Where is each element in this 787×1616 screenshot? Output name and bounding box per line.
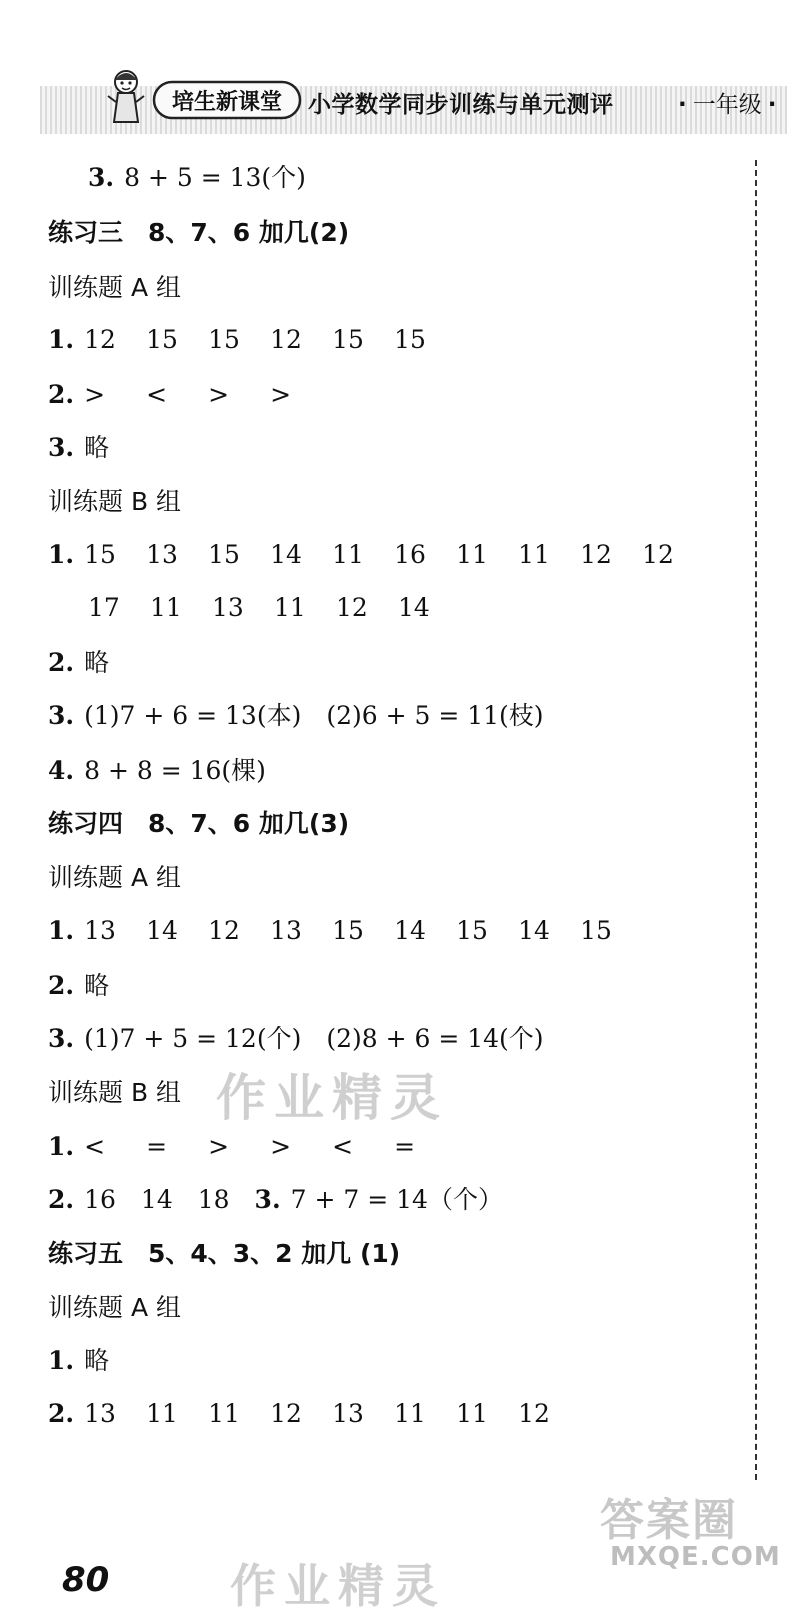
answer-value: 11 [332, 540, 364, 569]
answer-value: 11 [208, 1399, 240, 1428]
answer-line [48, 535, 704, 575]
item-number: 2. [48, 971, 75, 1000]
subsection-heading: 训练题 B 组 [48, 487, 182, 516]
answer-value: 11 [394, 1399, 426, 1428]
answer-value: 13 [270, 916, 302, 945]
answer-value: > [270, 1132, 292, 1161]
section-heading: 练习三 8、7、6 加几(2) [48, 218, 350, 247]
answer-line [48, 1341, 109, 1381]
item-number: 2. [48, 1185, 75, 1214]
item-number: 1. [48, 325, 75, 354]
answer-line [48, 1127, 456, 1167]
answer-value: 17 [88, 593, 120, 622]
answer-value: 13 [332, 1399, 364, 1428]
answer-line [48, 966, 109, 1006]
answer-value: 15 [580, 916, 612, 945]
subsection-heading: 训练题 A 组 [48, 1293, 181, 1322]
answer-value: 13 [212, 593, 244, 622]
answer-line-continued [88, 588, 460, 628]
answer-line [48, 428, 109, 468]
answer-text: 略 [84, 648, 110, 677]
item-number: 1. [48, 1346, 75, 1375]
answer-value: > [208, 1132, 230, 1161]
answer-value: 14 [270, 540, 302, 569]
answer-value: 12 [270, 325, 302, 354]
answer-value: 12 [580, 540, 612, 569]
answer-value: 13 [146, 540, 178, 569]
watermark-site-logo [600, 1484, 781, 1584]
answer-value: 11 [274, 593, 306, 622]
answer-text: (1)7 + 6 = 13(本) (2)6 + 5 = 11(枝) [84, 701, 544, 730]
answer-line [48, 375, 332, 415]
watermark-logo-title: 答案圈 [600, 1495, 738, 1546]
answer-value: 15 [456, 916, 488, 945]
item-number: 3. [88, 163, 115, 192]
item-number: 3. [48, 1024, 75, 1053]
answer-value: 12 [84, 325, 116, 354]
subsection-heading: 训练题 B 组 [48, 1078, 182, 1107]
answer-value: < [332, 1132, 354, 1161]
answer-value: 14 [518, 916, 550, 945]
answer-value: 15 [332, 916, 364, 945]
answer-line [48, 643, 109, 683]
grade-dot: · [678, 92, 687, 118]
answer-line [48, 911, 642, 951]
answer-value: 14 [146, 916, 178, 945]
answer-value: < [84, 1132, 106, 1161]
answer-value: 15 [146, 325, 178, 354]
answer-value: 11 [146, 1399, 178, 1428]
answer-text: 7 + 7 = 14（个） [290, 1185, 503, 1214]
answer-value: 14 [398, 593, 430, 622]
book-series-title: 小学数学同步训练与单元测评 [308, 92, 614, 118]
answer-line [48, 1394, 580, 1434]
item-number: 4. [48, 756, 75, 785]
watermark-bottom: 作业精灵 [230, 1559, 446, 1613]
answer-value: 12 [518, 1399, 550, 1428]
answer-value: 11 [518, 540, 550, 569]
answer-value: 15 [332, 325, 364, 354]
answer-value: 12 [208, 916, 240, 945]
answer-value: 15 [208, 540, 240, 569]
answer-text: 8 + 8 = 16(棵) [84, 756, 266, 785]
answer-value: 12 [336, 593, 368, 622]
answer-value: 13 [84, 916, 116, 945]
section-heading: 练习五 5、4、3、2 加几 (1) [48, 1239, 401, 1268]
answer-line [48, 751, 266, 791]
answer-value: 11 [456, 540, 488, 569]
answer-value: > [270, 380, 292, 409]
answer-text: 略 [84, 971, 110, 1000]
answer-value: < [146, 380, 168, 409]
subsection-heading: 训练题 A 组 [48, 273, 181, 302]
answer-value: > [84, 380, 106, 409]
answer-value: 11 [456, 1399, 488, 1428]
item-number: 1. [48, 1132, 75, 1161]
answer-text: 16 14 18 [84, 1185, 255, 1214]
logo-text: 培生新课堂 [171, 90, 283, 115]
page-number: 80 [62, 1560, 110, 1600]
item-number: 2. [48, 380, 75, 409]
answer-value: 11 [150, 593, 182, 622]
item-number: 2. [48, 648, 75, 677]
item-number: 3. [48, 433, 75, 462]
item-number: 3. [254, 1185, 281, 1214]
item-number: 1. [48, 540, 75, 569]
watermark-middle: 作业精灵 [216, 1069, 448, 1127]
grade-text: 一年级 [692, 92, 762, 118]
answer-line [48, 1180, 503, 1220]
answer-line [48, 1019, 544, 1059]
item-number: 1. [48, 916, 75, 945]
subsection-heading: 训练题 A 组 [48, 863, 181, 892]
answer-value: 13 [84, 1399, 116, 1428]
answer-value: > [208, 380, 230, 409]
answer-text: 略 [84, 433, 110, 462]
answer-text: (1)7 + 5 = 12(个) (2)8 + 6 = 14(个) [84, 1024, 544, 1053]
answer-text: 8 + 5 = 13(个) [124, 163, 306, 192]
answer-line [88, 158, 306, 198]
watermark-logo-domain: MXQE.COM [610, 1542, 781, 1572]
answer-value: 12 [270, 1399, 302, 1428]
item-number: 2. [48, 1399, 75, 1428]
answer-value: 16 [394, 540, 426, 569]
answer-line [48, 320, 456, 360]
answer-value: 15 [394, 325, 426, 354]
answer-value: 12 [642, 540, 674, 569]
answer-value: = [394, 1132, 416, 1161]
answer-value: 14 [394, 916, 426, 945]
item-number: 3. [48, 701, 75, 730]
answer-text: 略 [84, 1346, 110, 1375]
answer-value: 15 [208, 325, 240, 354]
answer-line [48, 696, 544, 736]
section-heading: 练习四 8、7、6 加几(3) [48, 809, 350, 838]
grade-dot-trailing: · [767, 92, 777, 118]
answer-value: 15 [84, 540, 116, 569]
answer-value: = [146, 1132, 168, 1161]
